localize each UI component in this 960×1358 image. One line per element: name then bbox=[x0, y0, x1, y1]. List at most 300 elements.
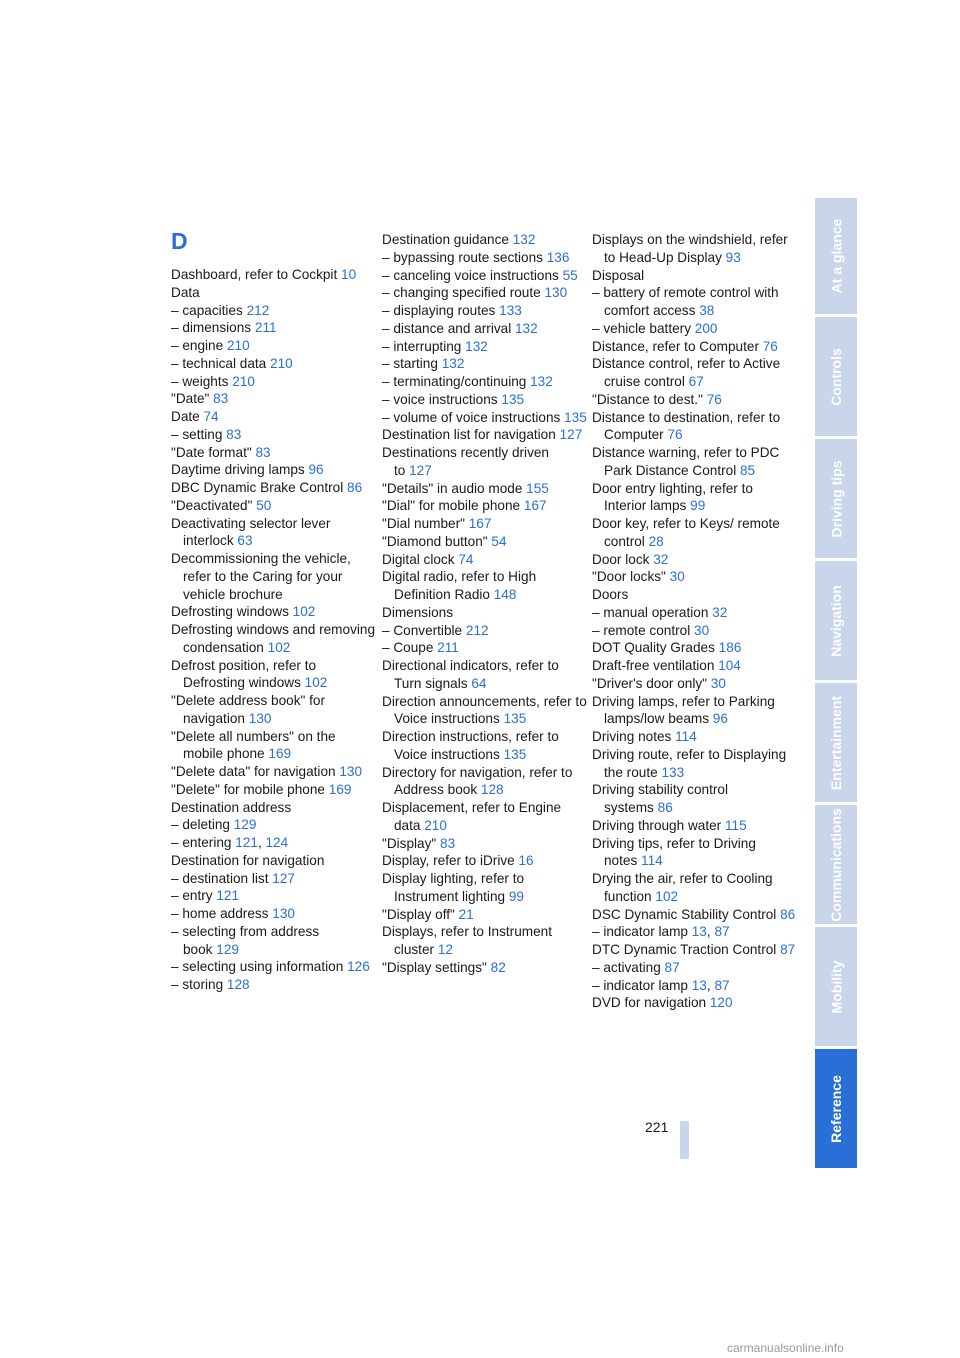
index-entry-text: – storing bbox=[171, 977, 224, 992]
page-link[interactable]: 86 bbox=[780, 906, 796, 922]
index-entry bbox=[171, 692, 376, 728]
page-link[interactable]: 76 bbox=[706, 391, 722, 407]
page-link[interactable]: 102 bbox=[304, 675, 328, 691]
page-link[interactable]: 155 bbox=[526, 480, 549, 496]
page-link[interactable]: 50 bbox=[256, 497, 272, 513]
page-link[interactable]: 133 bbox=[661, 764, 685, 780]
index-entry bbox=[592, 586, 797, 604]
index-entry-text: – home address bbox=[171, 906, 269, 921]
page-link[interactable]: 124 bbox=[265, 835, 289, 850]
index-entry bbox=[592, 906, 797, 924]
chapter-tab-label: At a glance bbox=[828, 218, 845, 294]
index-entry-text: – distance and arrival bbox=[382, 320, 512, 336]
page-link[interactable]: 200 bbox=[694, 320, 718, 336]
index-entry bbox=[171, 763, 376, 781]
index-entry-text: – entry bbox=[171, 888, 213, 904]
page-link[interactable]: 74 bbox=[458, 551, 474, 567]
index-entry-text: – terminating/continuing bbox=[382, 374, 527, 389]
page-link[interactable]: 210 bbox=[232, 373, 255, 389]
index-entry-text: Display lighting, refer to Instrument lighting bbox=[382, 871, 525, 904]
index-entry bbox=[382, 852, 587, 870]
index-entry-text: Driving tips, refer to Driving notes bbox=[592, 835, 756, 869]
page-link[interactable]: 102 bbox=[292, 604, 316, 620]
chapter-tab-navigation[interactable] bbox=[815, 561, 857, 680]
page-link[interactable]: 120 bbox=[709, 995, 733, 1011]
page-link[interactable]: 28 bbox=[648, 533, 664, 549]
page-link[interactable]: 87 bbox=[780, 942, 796, 957]
page-link[interactable]: 128 bbox=[480, 782, 504, 798]
index-entry bbox=[592, 781, 797, 817]
page-link[interactable]: 76 bbox=[667, 427, 683, 443]
page-link[interactable]: 93 bbox=[725, 249, 741, 265]
page-link[interactable]: 30 bbox=[694, 622, 710, 638]
index-column-3 bbox=[592, 231, 797, 1012]
index-entry-text: DSC Dynamic Stability Control bbox=[592, 906, 777, 922]
index-entry-text: Defrosting windows bbox=[171, 604, 289, 620]
index-entry bbox=[382, 693, 587, 729]
index-entry: – indicator lamp 13, 87 bbox=[592, 977, 730, 993]
index-entry-text: Driving stability control systems bbox=[592, 782, 728, 815]
index-entry-text: Door entry lighting, refer to Interior lamps bbox=[592, 480, 753, 514]
index-entry-text: Displays on the windshield, refer to Head-Up Display bbox=[592, 232, 788, 265]
page-link[interactable]: 74 bbox=[203, 409, 219, 424]
index-entry-text: Directory for navigation, refer to Address book bbox=[382, 764, 573, 798]
index-entry-text: Destinations recently driven to bbox=[382, 445, 549, 478]
page-link[interactable]: 64 bbox=[471, 675, 487, 691]
page-link[interactable]: 130 bbox=[544, 285, 568, 301]
index-entry-text: – technical data bbox=[171, 355, 267, 371]
index-entry-text: Dimensions bbox=[382, 604, 454, 620]
page-link[interactable]: 32 bbox=[653, 551, 669, 567]
index-entry bbox=[592, 639, 797, 657]
index-column-1 bbox=[171, 266, 376, 994]
index-entry bbox=[592, 835, 797, 871]
page-link[interactable]: 167 bbox=[468, 516, 492, 531]
page-link[interactable]: 38 bbox=[699, 303, 715, 318]
index-entry bbox=[592, 994, 797, 1012]
index-entry bbox=[382, 284, 587, 302]
index-entry bbox=[171, 905, 376, 923]
index-entry-text: "Display settings" bbox=[382, 959, 487, 975]
page-link[interactable]: 86 bbox=[657, 800, 673, 815]
index-entry bbox=[592, 551, 797, 569]
index-entry-text: DVD for navigation bbox=[592, 995, 707, 1011]
index-entry bbox=[592, 675, 797, 693]
index-entry bbox=[382, 533, 587, 551]
page-link[interactable]: 83 bbox=[440, 835, 456, 851]
index-entry bbox=[171, 355, 376, 373]
index-entry bbox=[592, 480, 797, 516]
index-entry-text: – dimensions bbox=[171, 320, 252, 336]
index-entry bbox=[592, 657, 797, 675]
section-letter: D bbox=[171, 228, 188, 254]
index-entry bbox=[382, 355, 587, 373]
index-entry-text: Direction announcements, refer to Voice instructions bbox=[382, 693, 587, 727]
page-link[interactable]: 132 bbox=[530, 374, 553, 389]
page-link[interactable]: 13 bbox=[691, 924, 707, 940]
page-link[interactable]: 55 bbox=[562, 267, 578, 283]
index-entry bbox=[171, 781, 376, 799]
index-entry bbox=[171, 515, 376, 551]
index-entry bbox=[382, 870, 587, 906]
index-entry-text: "Diamond button" bbox=[382, 533, 488, 549]
chapter-tab-label: Entertainment bbox=[828, 695, 844, 790]
page-link[interactable]: 126 bbox=[347, 959, 370, 975]
index-entry-text: – remote control bbox=[592, 622, 691, 638]
page-link[interactable]: 87 bbox=[714, 977, 730, 993]
index-entry bbox=[171, 852, 376, 870]
page-link[interactable]: 99 bbox=[690, 498, 706, 514]
index-entry bbox=[382, 835, 587, 853]
index-entry-text: Date bbox=[171, 409, 200, 424]
index-entry bbox=[171, 302, 376, 320]
page-link[interactable]: 87 bbox=[664, 959, 680, 975]
index-entry-text: Destination list for navigation bbox=[382, 427, 556, 443]
index-entry-text: – volume of voice instructions bbox=[382, 409, 561, 425]
index-entry bbox=[592, 746, 797, 782]
index-entry bbox=[382, 391, 587, 409]
index-entry-text: "Dial number" bbox=[382, 516, 465, 531]
index-entry bbox=[592, 231, 797, 267]
page-link[interactable]: 210 bbox=[424, 817, 447, 833]
index-entry bbox=[592, 284, 797, 320]
index-entry-text: Displacement, refer to Engine data bbox=[382, 800, 562, 833]
index-entry bbox=[171, 728, 376, 764]
page-link[interactable]: 130 bbox=[248, 710, 272, 726]
index-entry bbox=[592, 870, 797, 906]
page-link[interactable]: 104 bbox=[718, 658, 741, 673]
index-entry-text: – interrupting bbox=[382, 338, 462, 354]
index-entry-text: – voice instructions bbox=[382, 391, 498, 407]
page-link[interactable]: 83 bbox=[255, 444, 271, 460]
index-entry bbox=[592, 409, 797, 445]
chapter-tab-communications[interactable] bbox=[815, 805, 857, 924]
index-entry-text: Driving notes bbox=[592, 729, 672, 744]
index-entry-text: – displaying routes bbox=[382, 303, 496, 318]
page-link[interactable]: 67 bbox=[688, 374, 704, 389]
index-entry-text: Distance to destination, refer to Computer bbox=[592, 409, 781, 443]
page-link[interactable]: 167 bbox=[523, 498, 547, 514]
index-entry-text: "Door locks" bbox=[592, 569, 666, 585]
page-link[interactable]: 115 bbox=[724, 817, 747, 833]
index-entry: – indicator lamp 13, 87 bbox=[592, 924, 730, 940]
index-entry-text: "Dial" for mobile phone bbox=[382, 498, 521, 514]
page-link[interactable]: 13 bbox=[691, 977, 707, 993]
index-entry bbox=[382, 604, 587, 622]
index-entry-text: DBC Dynamic Brake Control bbox=[171, 480, 344, 495]
chapter-tab-mobility[interactable] bbox=[815, 927, 857, 1046]
index-entry-text: Door key, refer to Keys/ remote control bbox=[592, 516, 780, 549]
index-entry-text: Display, refer to iDrive bbox=[382, 853, 515, 869]
chapter-tab-driving-tips[interactable] bbox=[815, 439, 857, 558]
index-entry bbox=[171, 479, 376, 497]
index-entry-text: "Details" in audio mode bbox=[382, 480, 523, 496]
index-entry bbox=[171, 976, 376, 994]
index-entry-text: Distance warning, refer to PDC Park Distance Control bbox=[592, 445, 780, 478]
index-entry bbox=[171, 870, 376, 888]
page-link[interactable]: 121 bbox=[216, 888, 240, 904]
chapter-tab-label: Driving tips bbox=[828, 459, 845, 538]
index-entry bbox=[171, 621, 376, 657]
page-link[interactable]: 30 bbox=[669, 569, 685, 585]
page-link[interactable]: 127 bbox=[272, 870, 295, 886]
page-link[interactable]: 132 bbox=[512, 232, 536, 247]
page-link[interactable]: 30 bbox=[710, 675, 726, 691]
page-link[interactable]: 130 bbox=[272, 906, 295, 921]
index-entry-text: Drying the air, refer to Cooling function bbox=[592, 871, 773, 904]
index-entry-text: Decommissioning the vehicle, refer to the Caring for your vehicle brochure bbox=[171, 551, 351, 602]
index-entry-text: "Date" bbox=[171, 391, 210, 407]
page-link[interactable]: 135 bbox=[501, 391, 525, 407]
index-entry-text: Directional indicators, refer to Turn signals bbox=[382, 658, 559, 691]
watermark: carmanualsonline.info bbox=[727, 1341, 844, 1355]
index-entry-text: DTC Dynamic Traction Control bbox=[592, 942, 777, 957]
chapter-tab-label: Mobility bbox=[828, 960, 845, 1013]
index-entry-text: – manual operation bbox=[592, 604, 709, 620]
page-link[interactable]: 210 bbox=[226, 338, 250, 353]
index-entry bbox=[592, 391, 797, 409]
page-link[interactable]: 136 bbox=[546, 249, 570, 265]
page-link[interactable]: 212 bbox=[246, 302, 270, 318]
index-entry bbox=[592, 693, 797, 729]
page-link[interactable]: 16 bbox=[518, 853, 534, 869]
index-entry bbox=[382, 568, 587, 604]
index-entry bbox=[382, 622, 587, 640]
index-entry-text: – bypassing route sections bbox=[382, 249, 543, 265]
index-entry-text: – engine bbox=[171, 338, 224, 353]
page-link[interactable]: 114 bbox=[675, 729, 697, 744]
index-column-2 bbox=[382, 231, 587, 977]
page-link[interactable]: 96 bbox=[308, 462, 324, 478]
index-entry-text: – selecting from address book bbox=[171, 923, 320, 957]
page-link[interactable]: 121 bbox=[235, 835, 258, 850]
index-entry bbox=[382, 657, 587, 693]
index-entry bbox=[382, 764, 587, 800]
page-link[interactable]: 212 bbox=[465, 622, 489, 638]
index-entry-text: "Display off" bbox=[382, 906, 455, 922]
index-entry-text: Driving route, refer to Displaying the route bbox=[592, 746, 787, 780]
index-entry-text: – setting bbox=[171, 426, 223, 442]
index-entry bbox=[382, 249, 587, 267]
index-entry bbox=[171, 816, 376, 834]
index-entry-text: "Driver's door only" bbox=[592, 675, 707, 691]
index-entry bbox=[592, 267, 797, 285]
index-entry bbox=[171, 657, 376, 693]
index-entry-text: Distance control, refer to Active cruise control bbox=[592, 356, 781, 389]
index-entry bbox=[171, 284, 376, 302]
index-entry-text: Defrosting windows and removing condensation bbox=[171, 622, 376, 655]
index-entry bbox=[171, 319, 376, 337]
page-link[interactable]: 132 bbox=[515, 320, 538, 336]
index-entry bbox=[382, 426, 587, 444]
index-entry-text: "Delete all numbers" on the mobile phone bbox=[171, 728, 336, 762]
index-entry bbox=[382, 231, 587, 249]
chapter-tab-label: Reference bbox=[828, 1074, 845, 1143]
index-entry-text: Digital radio, refer to High Definition Radio bbox=[382, 569, 537, 602]
index-entry-text: Digital clock bbox=[382, 551, 455, 567]
page-number: 221 bbox=[645, 1119, 669, 1135]
index-entry-text: Direction instructions, refer to Voice instructions bbox=[382, 729, 559, 762]
page-link[interactable]: 85 bbox=[740, 462, 756, 478]
page-link[interactable]: 210 bbox=[270, 355, 293, 371]
index-entry-text: "Delete" for mobile phone bbox=[171, 781, 325, 797]
index-entry-text: – vehicle battery bbox=[592, 320, 691, 336]
index-entry bbox=[171, 497, 376, 515]
page-link[interactable]: 127 bbox=[559, 427, 583, 443]
index-entry bbox=[592, 622, 797, 640]
index-entry-text: "Display" bbox=[382, 835, 437, 851]
index-entry-text: Doors bbox=[592, 587, 629, 602]
index-entry bbox=[171, 799, 376, 817]
index-entry-text: – battery of remote control with comfort access bbox=[592, 285, 779, 318]
index-entry bbox=[592, 320, 797, 338]
index-entry bbox=[382, 338, 587, 356]
index-entry-text: – weights bbox=[171, 373, 229, 389]
chapter-tab-entertainment[interactable] bbox=[815, 683, 857, 802]
page-link[interactable]: 130 bbox=[339, 764, 363, 779]
index-entry-text: – indicator lamp bbox=[592, 977, 688, 993]
index-entry-text: "Delete data" for navigation bbox=[171, 764, 336, 779]
index-entry bbox=[592, 817, 797, 835]
index-entry bbox=[171, 337, 376, 355]
chapter-tab-label: Communications bbox=[828, 807, 845, 922]
page-link[interactable]: 133 bbox=[499, 303, 522, 318]
index-entry-text: Door lock bbox=[592, 551, 650, 567]
index-entry-text: – canceling voice instructions bbox=[382, 267, 559, 283]
index-entry bbox=[171, 426, 376, 444]
page-link[interactable]: 87 bbox=[714, 924, 730, 940]
index-entry-text: Data bbox=[171, 284, 200, 300]
index-entry bbox=[171, 887, 376, 905]
index-entry bbox=[171, 408, 376, 426]
index-entry bbox=[382, 906, 587, 924]
page-link[interactable]: 135 bbox=[503, 746, 527, 762]
page-link[interactable]: 169 bbox=[268, 746, 292, 762]
page-link[interactable]: 54 bbox=[491, 533, 507, 549]
index-entry bbox=[382, 551, 587, 569]
page-link[interactable]: 148 bbox=[493, 587, 517, 602]
index-entry-text: Disposal bbox=[592, 267, 645, 283]
index-entry-text: – selecting using information bbox=[171, 959, 344, 975]
page-number-bar bbox=[680, 1121, 689, 1159]
index-entry-text: – destination list bbox=[171, 870, 269, 886]
index-entry-text: – changing specified route bbox=[382, 285, 541, 301]
index-entry bbox=[171, 444, 376, 462]
page-link[interactable]: 114 bbox=[641, 853, 663, 869]
index-entry-text: Destination guidance bbox=[382, 232, 509, 247]
index-entry-text: – entering bbox=[171, 835, 232, 850]
page-link[interactable]: 129 bbox=[216, 941, 239, 957]
chapter-tab-label: Controls bbox=[828, 347, 844, 406]
page-link[interactable]: 135 bbox=[564, 409, 587, 425]
page-link[interactable]: 127 bbox=[409, 462, 432, 478]
page-link[interactable]: 83 bbox=[226, 426, 242, 442]
index-entry bbox=[382, 373, 587, 391]
index-entry bbox=[382, 799, 587, 835]
index-entry bbox=[382, 923, 587, 959]
page-link[interactable]: 32 bbox=[712, 604, 728, 620]
index-entry-text: Draft-free ventilation bbox=[592, 658, 715, 673]
index-entry-text: – activating bbox=[592, 959, 661, 975]
chapter-tab-reference[interactable] bbox=[815, 1049, 857, 1168]
index-entry-text: Driving lamps, refer to Parking lamps/low beams bbox=[592, 693, 775, 727]
page-link[interactable]: 128 bbox=[226, 977, 250, 992]
chapter-tab-controls[interactable] bbox=[815, 317, 857, 436]
index-entry bbox=[592, 941, 797, 959]
index-entry-text: "Date format" bbox=[171, 444, 252, 460]
index-entry bbox=[382, 728, 587, 764]
index-entry bbox=[171, 390, 376, 408]
page-link[interactable]: 12 bbox=[437, 942, 453, 957]
page-link[interactable]: 21 bbox=[458, 906, 474, 922]
page-link[interactable]: 169 bbox=[328, 781, 352, 797]
page-link[interactable]: 132 bbox=[441, 356, 465, 372]
page-link[interactable]: 10 bbox=[341, 267, 357, 282]
index-entry-text: Distance, refer to Computer bbox=[592, 338, 759, 354]
page-link[interactable]: 135 bbox=[503, 711, 527, 727]
index-entry-text: Destination address bbox=[171, 799, 292, 815]
index-entry-text: "Deactivated" bbox=[171, 497, 253, 513]
index-entry bbox=[171, 603, 376, 621]
chapter-tab-at-a-glance[interactable] bbox=[815, 198, 857, 314]
index-entry bbox=[592, 604, 797, 622]
page-link[interactable]: 96 bbox=[712, 711, 728, 727]
index-entry bbox=[592, 568, 797, 586]
index-entry bbox=[382, 320, 587, 338]
page-link[interactable]: 83 bbox=[213, 391, 229, 407]
index-entry-text: – starting bbox=[382, 356, 438, 372]
page-link[interactable]: 76 bbox=[762, 338, 778, 354]
page-link[interactable]: 99 bbox=[508, 888, 524, 904]
index-entry-text: Deactivating selector lever interlock bbox=[171, 515, 331, 549]
page-link[interactable]: 63 bbox=[237, 533, 253, 549]
page-link[interactable]: 186 bbox=[718, 640, 742, 656]
page-link[interactable]: 132 bbox=[465, 338, 488, 354]
page-link[interactable]: 102 bbox=[267, 639, 291, 655]
page-link[interactable]: 102 bbox=[655, 888, 679, 904]
page-link[interactable]: 211 bbox=[437, 640, 459, 656]
index-entry bbox=[592, 959, 797, 977]
index-entry-text: Daytime driving lamps bbox=[171, 462, 305, 478]
page-link[interactable]: 129 bbox=[233, 817, 257, 833]
index-entry-text: "Delete address book" for navigation bbox=[171, 693, 325, 726]
index-entry bbox=[382, 639, 587, 657]
index-entry-text: Destination for navigation bbox=[171, 852, 325, 868]
index-entry bbox=[171, 373, 376, 391]
index-entry bbox=[382, 515, 587, 533]
index-entry bbox=[171, 266, 376, 284]
page-link[interactable]: 86 bbox=[347, 480, 363, 495]
index-entry bbox=[592, 728, 797, 746]
index-entry-text: – indicator lamp bbox=[592, 924, 688, 940]
index-entry bbox=[592, 355, 797, 391]
index-entry-text: – Convertible bbox=[382, 622, 463, 638]
index-entry-text: Dashboard, refer to Cockpit bbox=[171, 267, 338, 282]
page-link[interactable]: 211 bbox=[254, 320, 277, 336]
index-entry bbox=[592, 515, 797, 551]
index-entry bbox=[382, 480, 587, 498]
index-entry bbox=[171, 923, 376, 959]
index-entry bbox=[171, 461, 376, 479]
index-entry bbox=[382, 302, 587, 320]
index-entry bbox=[171, 550, 376, 603]
index-entry-text: Defrost position, refer to Defrosting windows bbox=[171, 657, 317, 691]
index-entry-text: "Distance to dest." bbox=[592, 391, 703, 407]
index-entry-text: DOT Quality Grades bbox=[592, 640, 715, 656]
page-link[interactable]: 82 bbox=[490, 959, 506, 975]
index-entry: – entering 121, 124 bbox=[171, 835, 289, 850]
index-entry-text: – Coupe bbox=[382, 640, 434, 656]
